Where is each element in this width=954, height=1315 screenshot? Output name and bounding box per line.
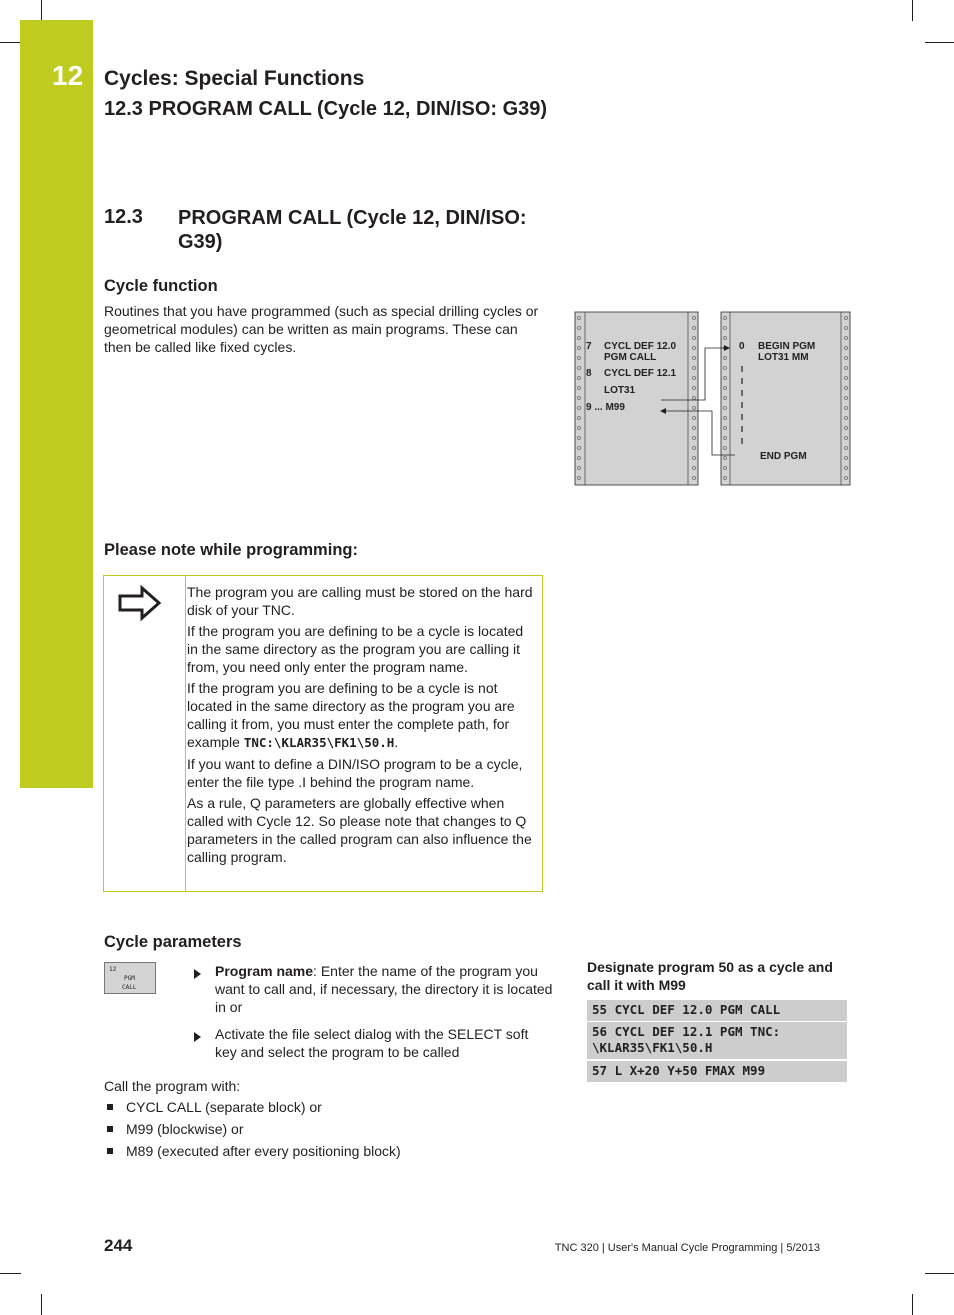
cycle-function-heading: Cycle function <box>104 277 218 295</box>
diagram-right-text: BEGIN PGM <box>758 341 816 352</box>
diagram-left-text: CYCL DEF 12.0 <box>604 341 677 352</box>
call-intro: Call the program with: <box>104 1078 241 1094</box>
program-call-diagram <box>572 310 854 490</box>
softkey-line: PGM <box>124 975 135 982</box>
param-name: Program name <box>215 963 314 979</box>
diagram-left-num: 8 <box>586 368 592 379</box>
call-option-text: M89 (executed after every positioning block) <box>126 1143 401 1159</box>
chapter-number: 12 <box>52 60 84 91</box>
note-paragraph <box>187 679 537 752</box>
bullet-arrow-icon <box>194 966 210 984</box>
call-option-text: CYCL CALL (separate block) or <box>126 1099 322 1115</box>
chapter-sidebar <box>20 20 93 788</box>
call-option <box>104 1120 243 1138</box>
param-desc: : Enter the name of the program you want to call and, if necessary, the directory it is located in or <box>215 963 553 1015</box>
diagram-left-text: PGM CALL <box>604 352 657 363</box>
softkey-line: 12 <box>109 966 117 973</box>
call-option-text: M99 (blockwise) or <box>126 1121 244 1137</box>
code-line: 56 CYCL DEF 12.1 PGM TNC: \KLAR35\FK1\50.H <box>587 1022 847 1059</box>
bullet-arrow-icon <box>194 1029 210 1047</box>
arrow-right-icon <box>118 585 162 623</box>
bullet-square-icon <box>107 1126 113 1132</box>
diagram-left-text: LOT31 <box>604 385 636 396</box>
cycle-function-text: Routines that you have programmed (such as special drilling cycles or geometrical modules) can be written as main programs. These can then be called like fixed cycles. <box>104 303 539 355</box>
diagram-left-num: 9 ... M99 <box>586 402 625 413</box>
crop-mark <box>912 1294 913 1315</box>
diagram-left-num: 7 <box>586 341 592 352</box>
note-paragraph: As a rule, Q parameters are globally effective when called with Cycle 12. So please note that changes to Q parameters in the called program can also influence the calling program. <box>187 795 532 865</box>
crop-mark <box>925 1273 954 1274</box>
param-program-name <box>215 962 553 1016</box>
diagram-end-label: END PGM <box>760 451 807 462</box>
note-text <box>187 583 537 869</box>
note-heading: Please note while programming: <box>104 541 358 559</box>
bullet-square-icon <box>107 1104 113 1110</box>
path-example: TNC:\KLAR35\FK1\50.H <box>243 735 395 750</box>
pgm-call-softkey[interactable] <box>104 962 156 994</box>
crop-mark <box>41 1294 42 1315</box>
note-paragraph: The program you are calling must be stored on the hard disk of your TNC. <box>187 584 533 618</box>
code-line: 57 L X+20 Y+50 FMAX M99 <box>587 1061 847 1082</box>
bullet-square-icon <box>107 1148 113 1154</box>
note-paragraph: If you want to define a DIN/ISO program to be a cycle, enter the file type .I behind the program name. <box>187 756 523 790</box>
section-number: 12.3 <box>104 206 143 228</box>
code-line: 55 CYCL DEF 12.0 PGM CALL <box>587 1000 847 1021</box>
section-header: 12.3 PROGRAM CALL (Cycle 12, DIN/ISO: G39) <box>104 98 548 120</box>
chapter-title: Cycles: Special Functions <box>104 67 365 90</box>
crop-mark <box>0 1273 21 1274</box>
crop-mark <box>925 42 954 43</box>
param-alt-desc: Activate the file select dialog with the SELECT soft key and select the program to be called <box>215 1026 529 1060</box>
crop-mark <box>912 0 913 21</box>
softkey-line: CALL <box>122 984 137 991</box>
section-title: PROGRAM CALL (Cycle 12, DIN/ISO: G39) <box>178 207 527 253</box>
note-divider <box>185 575 186 892</box>
note-paragraph: If the program you are defining to be a cycle is located in the same directory as the program you are calling it from, you need only enter the program name. <box>187 623 524 675</box>
call-option <box>104 1098 322 1116</box>
note-paragraph-text: If the program you are defining to be a cycle is not located in the same directory as the program you are calling it from, you must enter the complete path, for example <box>187 680 515 750</box>
footer-text: TNC 320 | User's Manual Cycle Programming | 5/2013 <box>554 1242 820 1254</box>
cycle-parameters-heading: Cycle parameters <box>104 933 242 951</box>
example-title: Designate program 50 as a cycle and call it with M99 <box>587 959 833 993</box>
page-number: 244 <box>104 1236 133 1255</box>
call-option <box>104 1142 401 1160</box>
calling-program-sheet <box>575 312 698 485</box>
diagram-right-num: 0 <box>739 341 745 352</box>
diagram-left-text: CYCL DEF 12.1 <box>604 368 677 379</box>
crop-mark <box>41 0 42 21</box>
diagram-right-text: LOT31 MM <box>758 352 809 363</box>
crop-mark <box>0 42 21 43</box>
path-suffix: . <box>394 734 399 750</box>
